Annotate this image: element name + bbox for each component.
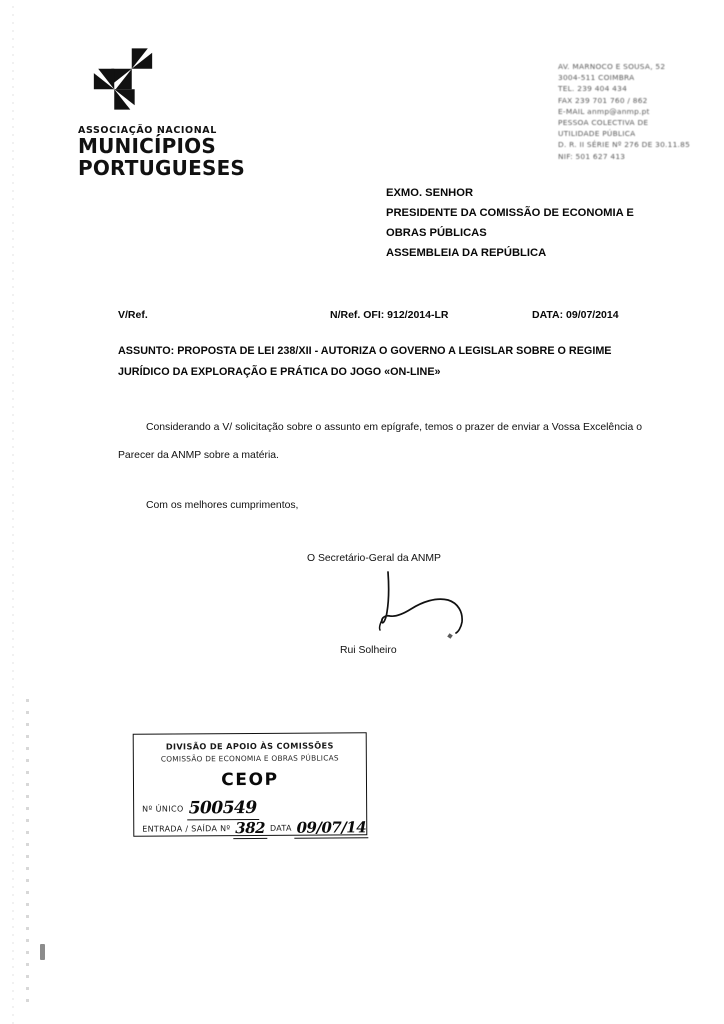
signature-title: O Secretário-Geral da ANMP xyxy=(307,553,441,564)
addressee-block xyxy=(386,183,686,263)
stamp-acronym: CEOP xyxy=(221,769,279,791)
address-line: FAX 239 701 760 / 862 xyxy=(558,95,648,105)
logo-text-association: ASSOCIAÇÃO NACIONAL xyxy=(78,125,217,136)
logo-text-municipios: MUNICÍPIOS xyxy=(78,134,216,158)
subject-line-1: ASSUNTO: PROPOSTA DE LEI 238/XII - AUTORIZA O GOVERNO A LEGISLAR SOBRE O REGIME xyxy=(118,345,612,357)
letterhead-address xyxy=(558,61,708,162)
address-line: AV. MARNOCO E SOUSA, 52 xyxy=(558,62,666,71)
reception-stamp xyxy=(133,732,368,836)
handwritten-signature xyxy=(370,570,500,645)
stamp-date-label: DATA xyxy=(269,823,292,833)
scan-artifact-blob xyxy=(40,944,45,960)
address-line: D. R. II SÉRIE Nº 276 DE 30.11.85 xyxy=(558,140,691,150)
stamp-entry-value: 382 xyxy=(233,819,267,839)
stamp-unique-value: 500549 xyxy=(187,798,259,820)
logo-text-portugueses: PORTUGUESES xyxy=(78,155,246,180)
signatory-name: Rui Solheiro xyxy=(340,645,397,656)
addressee-line: EXMO. SENHOR xyxy=(386,187,474,199)
stamp-date-value: 09/07/14 xyxy=(295,818,369,838)
address-line: UTILIDADE PÚBLICA xyxy=(558,129,636,139)
addressee-line: PRESIDENTE DA COMISSÃO DE ECONOMIA E xyxy=(386,207,634,219)
closing-salutation: Com os melhores cumprimentos, xyxy=(146,500,299,511)
addressee-line: ASSEMBLEIA DA REPÚBLICA xyxy=(386,247,547,259)
stamp-entry-label: ENTRADA / SAÍDA Nº xyxy=(142,824,231,834)
your-reference: V/Ref. xyxy=(118,309,148,321)
addressee-line: OBRAS PÚBLICAS xyxy=(386,227,487,239)
stamp-division: DIVISÃO DE APOIO ÀS COMISSÕES xyxy=(165,740,334,752)
address-line-email: E-MAIL anmp@anmp.pt xyxy=(558,106,650,116)
scan-artifact-left-edge xyxy=(12,0,14,1024)
body-paragraph: Considerando a V/ solicitação sobre o assunto em epígrafe, temos o prazer de enviar a Vossa Excelência o Parecer da ANMP sobre a matéria. xyxy=(118,422,642,461)
stamp-unique-label: Nº ÚNICO xyxy=(142,804,184,814)
scan-artifact-left-lower xyxy=(26,690,29,1010)
address-line: TEL. 239 404 434 xyxy=(558,84,628,94)
stamp-commission: COMISSÃO DE ECONOMIA E OBRAS PÚBLICAS xyxy=(160,753,339,764)
address-line: PESSOA COLECTIVA DE xyxy=(558,118,649,128)
address-line: 3004-511 COIMBRA xyxy=(558,73,635,83)
stamp-unique-number-row xyxy=(142,796,259,817)
document-date: DATA: 09/07/2014 xyxy=(532,309,619,321)
subject-line-2: JURÍDICO DA EXPLORAÇÃO E PRÁTICA DO JOGO «ON-LINE» xyxy=(118,366,441,378)
pinwheel-star-logo-icon xyxy=(86,44,160,114)
stamp-entry-row xyxy=(142,816,368,838)
address-line-nif: NIF: 501 627 413 xyxy=(558,151,626,161)
subject-block xyxy=(118,341,642,383)
letterhead-logo xyxy=(78,44,258,179)
our-reference: N/Ref. OFI: 912/2014-LR xyxy=(330,309,449,321)
